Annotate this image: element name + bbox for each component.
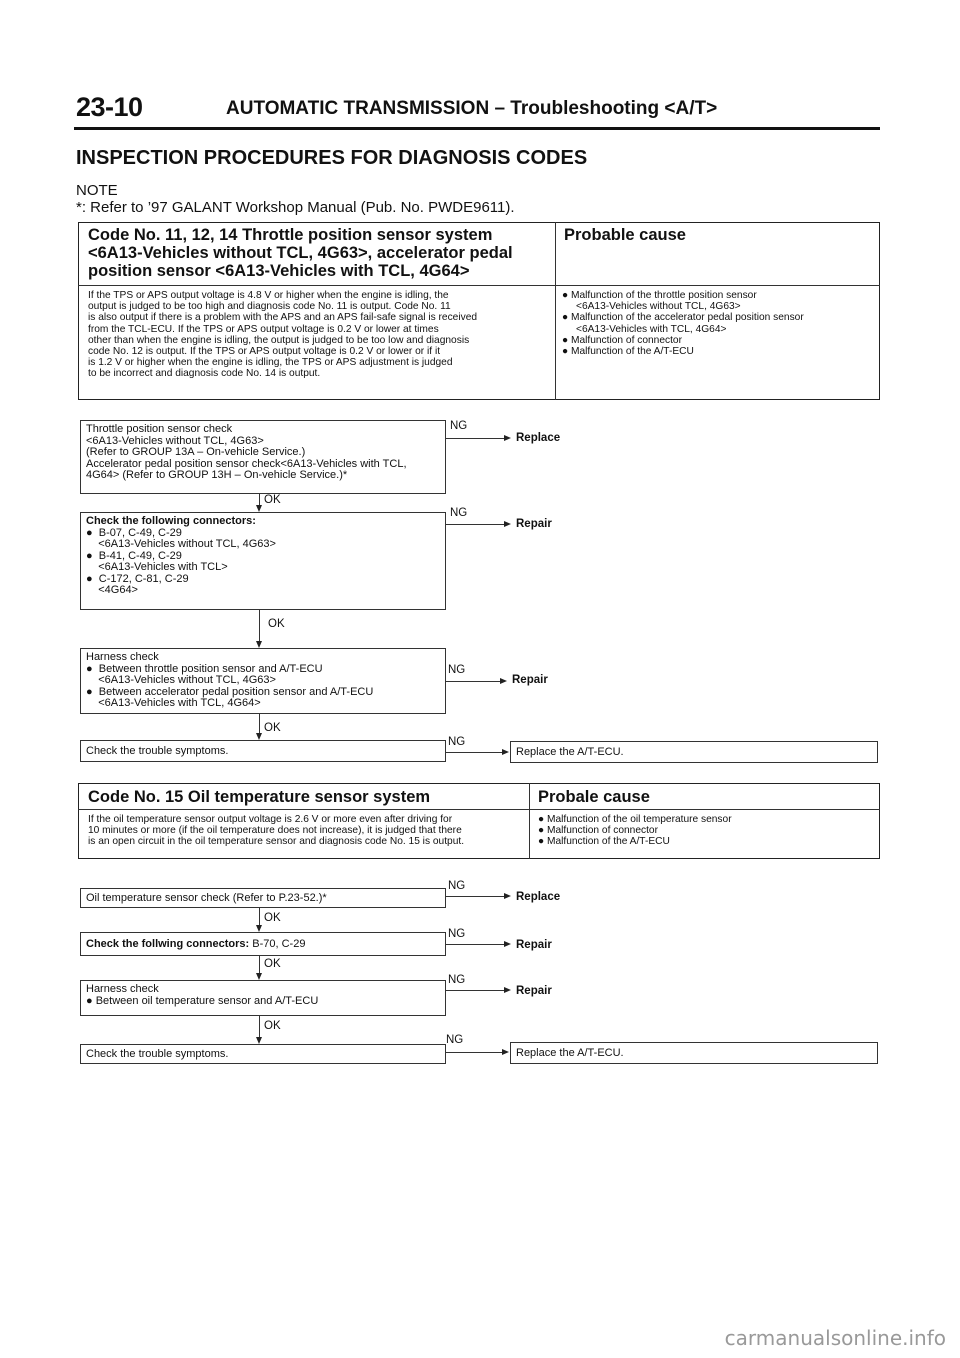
arrow-right-icon xyxy=(504,987,511,993)
code1-cause-heading: Probable cause xyxy=(564,226,686,244)
arrow-right-icon xyxy=(504,893,511,899)
arrow-down-icon xyxy=(256,505,262,512)
arrow-right-icon xyxy=(504,941,511,947)
arrow-right-icon xyxy=(504,521,511,527)
flow1-ok2-label: OK xyxy=(268,618,285,630)
flow2-result1: Replace xyxy=(516,891,561,903)
code1-heading: Code No. 11, 12, 14 Throttle position sensor system <6A13-Vehicles without TCL, 4G63>, accelerator pedal position sensor <6A13-Vehicles with TCL, 4G64> xyxy=(88,226,513,280)
note-label: NOTE xyxy=(76,182,118,199)
code2-causes: ● Malfunction of the oil temperature sensor ● Malfunction of connector ● Malfunction of the A/T-ECU xyxy=(538,814,732,848)
flow1-ng1-label: NG xyxy=(450,420,468,432)
flow1-step2-box: Check the following connectors: ● B-07, C-49, C-29 <6A13-Vehicles without TCL, 4G63> ● B-41, C-49, C-29 <6A13-Vehicles with TCL> ● C-172, C-81, C-29 <4G64> xyxy=(80,512,446,610)
flow1-step4-box: Check the trouble symptoms. xyxy=(80,740,446,762)
flow1-ok1-label: OK xyxy=(264,494,281,506)
arrow-down-icon xyxy=(256,973,262,980)
flow1-ng3-label: NG xyxy=(448,664,466,676)
arrow-right-icon xyxy=(502,1049,509,1055)
flow2-ng4-label: NG xyxy=(446,1034,464,1046)
flow2-ng1-label: NG xyxy=(448,880,466,892)
arrow-down-icon xyxy=(256,641,262,648)
arrow-down-icon xyxy=(256,1037,262,1044)
code2-heading: Code No. 15 Oil temperature sensor system xyxy=(88,788,431,806)
flow2-ok1-label: OK xyxy=(264,912,281,924)
flow1-result1: Replace xyxy=(516,432,561,444)
header-rule xyxy=(74,127,880,130)
flow2-step1-box: Oil temperature sensor check (Refer to P.23-52.)* xyxy=(80,888,446,908)
flow1-ok3-label: OK xyxy=(264,722,281,734)
page-number: 23-10 xyxy=(76,92,143,122)
code2-description: If the oil temperature sensor output voltage is 2.6 V or more even after driving for 10 minutes or more (if the oil temperature does not increase), it is judged that there is an open circuit in the oil temperature sensor and diagnosis code No. 15 is output. xyxy=(88,814,465,848)
code2-cause-heading: Probale cause xyxy=(538,788,650,806)
flow1-ng4-label: NG xyxy=(448,736,466,748)
flow2-step4-box: Check the trouble symptoms. xyxy=(80,1044,446,1064)
code1-description: If the TPS or APS output voltage is 4.8 V or higher when the engine is idling, the output is judged to be too high and diagnosis code No. 11 is output. Code No. 11 is also output if there is a problem with the APS and an APS fail-safe signal is received from the TCL-ECU. If the TPS or APS output voltage is 0.2 V or lower at times other than when the engine is idling, the output is judged to be too low and diagnosis code No. 12 is output. If the TPS or APS output voltage is 0.2 V or lower or if it is 1.2 V or higher when the engine is idling, the TPS or APS adjustment is judged to be incorrect and diagnosis code No. 14 is output. xyxy=(88,290,478,380)
flow2-ng2-label: NG xyxy=(448,928,466,940)
arrow-down-icon xyxy=(256,925,262,932)
flow1-result3: Repair xyxy=(512,674,548,686)
flow2-ng3-label: NG xyxy=(448,974,466,986)
flow1-result4-box: Replace the A/T-ECU. xyxy=(510,741,878,763)
arrow-right-icon xyxy=(500,678,507,684)
flow1-step3-box: Harness check ● Between throttle position sensor and A/T-ECU <6A13-Vehicles without TCL, 4G63> ● Between accelerator pedal position sensor and A/T-ECU <6A13-Vehicles with TCL, 4G64> xyxy=(80,648,446,714)
flow2-step2-box: Check the follwing connectors: B-70, C-29 xyxy=(80,932,446,956)
watermark: carmanualsonline.info xyxy=(724,1326,946,1350)
flow2-ok2-label: OK xyxy=(264,958,281,970)
flow1-result2: Repair xyxy=(516,518,552,530)
flow1-step1-box: Throttle position sensor check <6A13-Vehicles without TCL, 4G63> (Refer to GROUP 13A – On-vehicle Service.) Accelerator pedal position sensor check<6A13-Vehicles with TCL, 4G64> (Refer to GROUP 13H – On-vehicle Service.)* xyxy=(80,420,446,494)
flow2-result2: Repair xyxy=(516,939,552,951)
note-text: *: Refer to ’97 GALANT Workshop Manual (Pub. No. PWDE9611). xyxy=(76,199,515,216)
flow1-ng2-label: NG xyxy=(450,507,468,519)
flow2-step3-box: Harness check ● Between oil temperature sensor and A/T-ECU xyxy=(80,980,446,1016)
code1-causes: ● Malfunction of the throttle position sensor <6A13-Vehicles without TCL, 4G63> ● Malfunction of the accelerator pedal position sensor <6A13-Vehicles with TCL, 4G64> ● Malfunction of connector ● Malfunction of the A/T-ECU xyxy=(562,290,804,358)
section-title: INSPECTION PROCEDURES FOR DIAGNOSIS CODES xyxy=(76,147,588,169)
flow2-result3: Repair xyxy=(516,985,552,997)
arrow-right-icon xyxy=(502,749,509,755)
page-header-title: AUTOMATIC TRANSMISSION – Troubleshooting <A/T> xyxy=(226,98,718,119)
arrow-down-icon xyxy=(256,733,262,740)
flow2-result4-box: Replace the A/T-ECU. xyxy=(510,1042,878,1064)
flow2-ok3-label: OK xyxy=(264,1020,281,1032)
arrow-right-icon xyxy=(504,435,511,441)
